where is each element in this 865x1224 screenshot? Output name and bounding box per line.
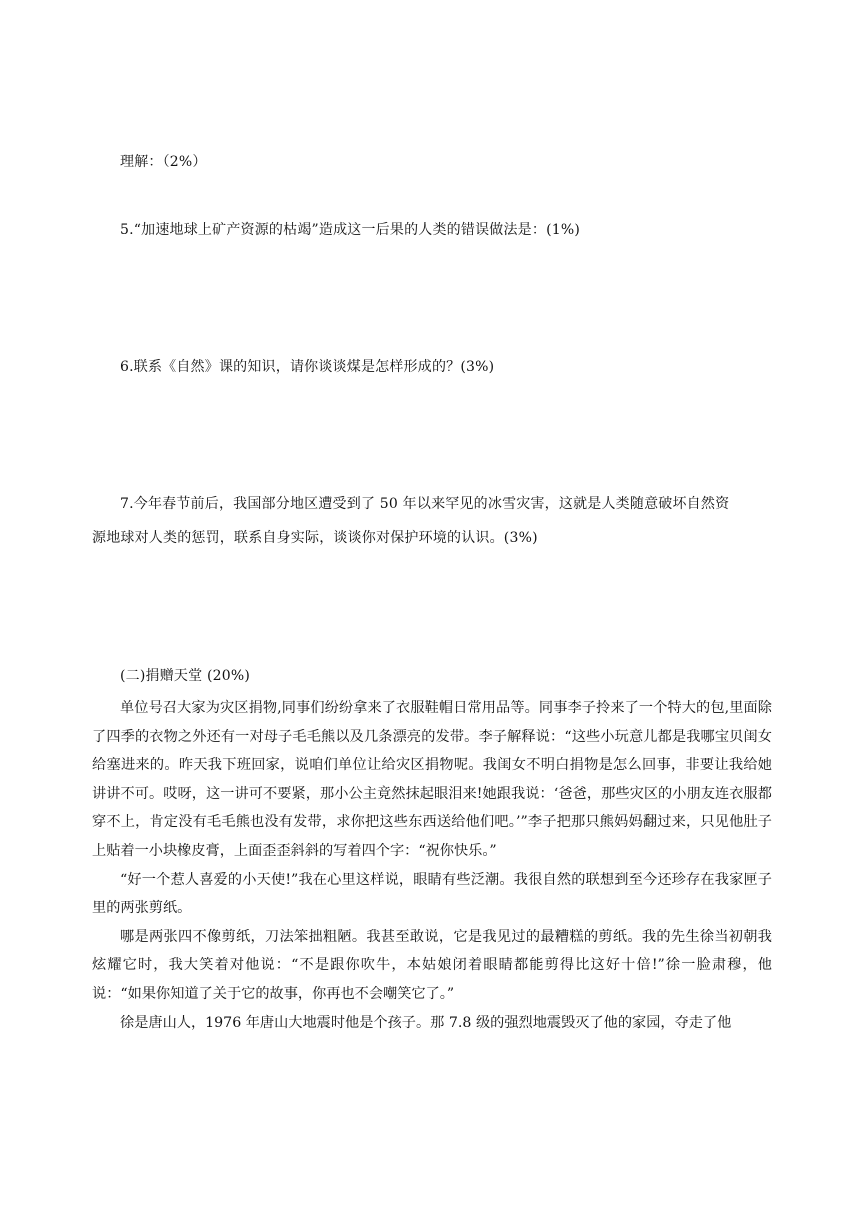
question-4-tail: 理解：（2%） (120, 154, 207, 170)
question-6: 6.联系《自然》课的知识，请你谈谈煤是怎样形成的？(3%) (120, 359, 495, 375)
passage-paragraph: 徐是唐山人，1976 年唐山大地震时他是个孩子。那 7.8 级的强烈地震毁灭了他的家园，夺走了他 (120, 1014, 732, 1031)
passage-paragraph: “好一个惹人喜爱的小天使!”我在心里这样说，眼睛有些泛潮。我很自然的联想到至今还珍存在我家匣子里的两张剪纸。 (92, 871, 772, 917)
passage-body (92, 694, 772, 1037)
question-5: 5.“加速地球上矿产资源的枯竭”造成这一后果的人类的错误做法是：(1%) (120, 222, 581, 238)
section-2-heading: (二)捐赠天堂 (20%) (120, 668, 251, 684)
passage-paragraph: 单位号召大家为灾区捐物,同事们纷纷拿来了衣服鞋帽日常用品等。同事李子拎来了一个特大的包,里面除了四季的衣物之外还有一对母子毛毛熊以及几条漂亮的发带。李子解释说：“这些小玩意儿都是我哪宝贝闺女给塞进来的。昨天我下班回家，说咱们单位让给灾区捐物呢。我闺女不明白捐物是怎么回事，非要让我给她讲讲不可。哎呀，这一讲可不要紧，那小公主竟然抹起眼泪来!她跟我说：‘爸爸，那些灾区的小朋友连衣服都穿不上，肯定没有毛毛熊也没有发带，求你把这些东西送给他们吧。’”李子把那只熊妈妈翻过来，只见他肚子上贴着一小块橡皮膏，上面歪歪斜斜的写着四个字：“祝你快乐。” (92, 700, 772, 859)
question-7-line-2: 源地球对人类的惩罚，联系自身实际，谈谈你对保护环境的认识。(3%) (92, 530, 538, 546)
question-7-line-1: 7.今年春节前后，我国部分地区遭受到了 50 年以来罕见的冰雪灾害，这就是人类随意破坏自然资 (120, 496, 730, 512)
passage-paragraph: 哪是两张四不像剪纸，刀法笨拙粗陋。我甚至敢说，它是我见过的最糟糕的剪纸。我的先生徐当初朝我炫耀它时，我大笑着对他说：“不是跟你吹牛，本姑娘闭着眼睛都能剪得比这好十倍!”徐一脸肃穆，他说：“如果你知道了关于它的故事，你再也不会嘲笑它了。” (92, 928, 772, 1002)
